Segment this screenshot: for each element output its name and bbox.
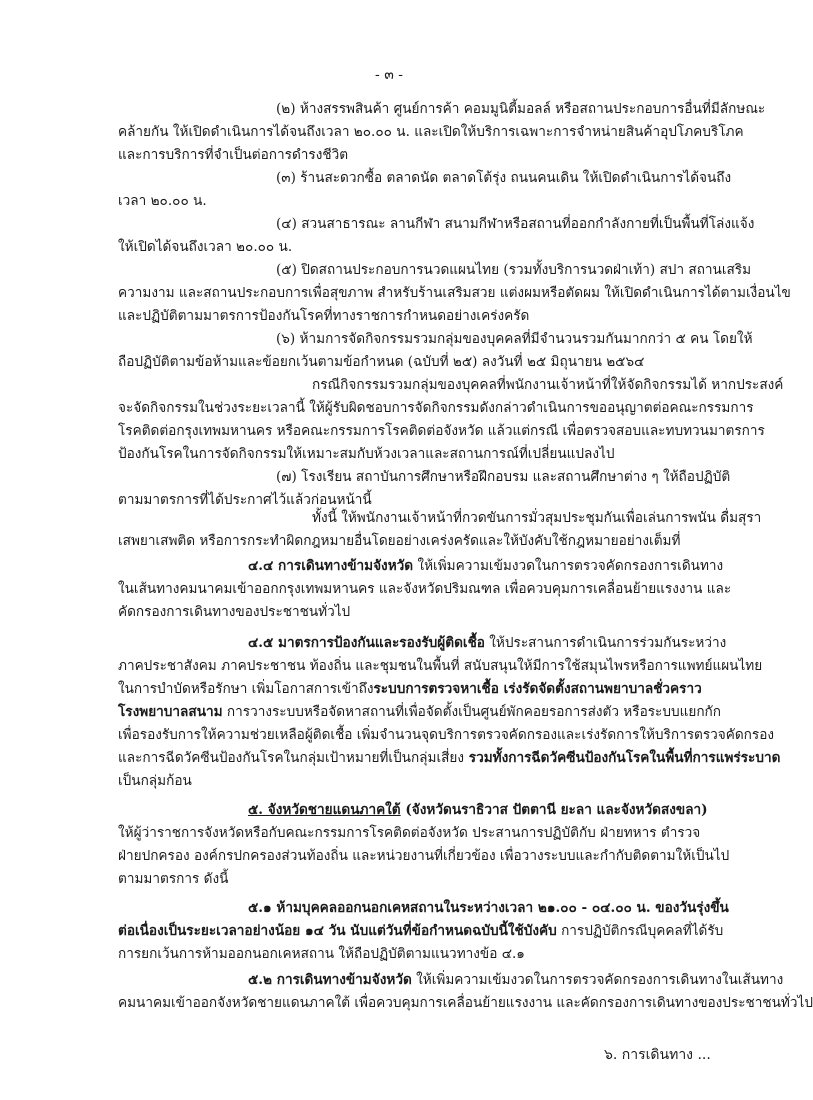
item-7-para-line-1: ทั้งนี้ ให้พนักงานเจ้าหน้าที่กวดขันการมั่วสุมประชุมกันเพื่อเล่นการพนัน ดื่มสุรา — [312, 510, 762, 526]
section-5-line-4: ตามมาตรการ ดังนี้ — [118, 871, 229, 887]
section-5-line-2: ให้ผู้ว่าราชการจังหวัดหรือกับคณะกรรมการโรคติดต่อจังหวัด ประสานการปฏิบัติกับ ฝ่ายทหาร ตำรวจ — [118, 825, 701, 841]
section-5-1-line-1: ๕.๑ ห้ามบุคคลออกนอกเคหสถานในระหว่างเวลา ๒๑.๐๐ - ๐๔.๐๐ น. ของวันรุ่งขึ้น — [248, 900, 729, 916]
section-4-5-line-4: โรงพยาบาลสนาม การวางระบบหรือจัดหาสถานที่เพื่อจัดตั้งเป็นศูนย์พักคอยรอการส่งตัว หรือระบบแยกกัก — [118, 704, 722, 720]
item-7-line-2: ตามมาตรการที่ได้ประกาศไว้แล้วก่อนหน้านี้ — [118, 492, 372, 508]
item-7-para-line-2: เสพยาเสพติด หรือการกระทำผิดกฎหมายอื่นโดยอย่างเคร่งครัดและให้บังคับใช้กฎหมายอย่างเต็มที่ — [118, 533, 681, 549]
item-4-line-1: (๔) สวนสาธารณะ ลานกีฬา สนามกีฬาหรือสถานที่ออกกำลังกายที่เป็นพื้นที่โล่งแจ้ง — [276, 216, 755, 232]
item-6-para-line-3: โรคติดต่อกรุงเทพมหานคร หรือคณะกรรมการโรคติดต่อจังหวัด แล้วแต่กรณี เพื่อตรวจสอบและทบทวนมาตรการ — [118, 423, 765, 439]
item-6-line-1: (๖) ห้ามการจัดกิจกรรมรวมกลุ่มของบุคคลที่มีจำนวนรวมกันมากกว่า ๕ คน โดยให้ — [276, 331, 753, 347]
item-6-line-2: ถือปฏิบัติตามข้อห้ามและข้อยกเว้นตามข้อกำหนด (ฉบับที่ ๒๕) ลงวันที่ ๒๕ มิถุนายน ๒๕๖๔ — [118, 354, 645, 370]
item-7-line-1: (๗) โรงเรียน สถาบันการศึกษาหรือฝึกอบรม และสถานศึกษาต่าง ๆ ให้ถือปฏิบัติ — [276, 469, 731, 485]
item-6-para-line-2: จะจัดกิจกรรมในช่วงระยะเวลานี้ ให้ผู้รับผิดชอบการจัดกิจกรรมดังกล่าวดำเนินการขออนุญาตต่อคณะกรรมการ — [118, 400, 754, 416]
section-4-5-line-7: เป็นกลุ่มก้อน — [118, 773, 192, 789]
item-2-line-3: และการบริการที่จำเป็นต่อการดำรงชีวิต — [118, 147, 349, 163]
item-5-line-2: ความงาม และสถานประกอบการเพื่อสุขภาพ สำหรับร้านเสริมสวย แต่งผมหรือตัดผม ให้เปิดดำเนินการได้ตามเงื่อนไข — [118, 285, 791, 301]
item-5-line-1: (๕) ปิดสถานประกอบการนวดแผนไทย (รวมทั้งบริการนวดฝ่าเท้า) สปา สถานเสริม — [276, 262, 752, 278]
footer-continuation: ๖. การเดินทาง ... — [604, 1047, 711, 1063]
section-5-1-line-3: การยกเว้นการห้ามออกนอกเคหสถาน ให้ถือปฏิบัติตามแนวทางข้อ ๔.๑ — [118, 946, 525, 962]
section-4-5-line-3: ในการบำบัดหรือรักษา เพิ่มโอกาสการเข้าถึงระบบการตรวจหาเชื้อ เร่งรัดจัดตั้งสถานพยาบาลชั่วคราว — [118, 681, 702, 697]
item-6-para-line-4: ป้องกันโรคในการจัดกิจกรรมให้เหมาะสมกับห้วงเวลาและสถานการณ์ที่เปลี่ยนแปลงไป — [118, 446, 615, 462]
section-5-1-line-2: ต่อเนื่องเป็นระยะเวลาอย่างน้อย ๑๔ วัน นับแต่วันที่ข้อกำหนดฉบับนี้ใช้บังคับ การปฏิบัติกรณีบุคคลที่ได้รับ — [118, 923, 724, 939]
section-5-2-line-2: คมนาคมเข้าออกจังหวัดชายแดนภาคใต้ เพื่อควบคุมการเคลื่อนย้ายแรงงาน และคัดกรองการเดินทางของประชาชนทั่วไป — [118, 995, 813, 1011]
section-5-2-line-1: ๕.๒ การเดินทางข้ามจังหวัด ให้เพิ่มความเข้มงวดในการตรวจคัดกรองการเดินทางในเส้นทาง — [248, 972, 784, 988]
section-4-4-line-3: คัดกรองการเดินทางของประชาชนทั่วไป — [118, 604, 351, 620]
section-5-2-heading: ๕.๒ การเดินทางข้ามจังหวัด — [248, 972, 412, 988]
item-3-line-1: (๓) ร้านสะดวกซื้อ ตลาดนัด ตลาดโต้รุ่ง ถนนคนเดิน ให้เปิดดำเนินการได้จนถึง — [276, 170, 732, 186]
section-5-line-1: ๕. จังหวัดชายแดนภาคใต้ (จังหวัดนราธิวาส ปัตตานี ยะลา และจังหวัดสงขลา) — [248, 802, 708, 818]
item-3-line-2: เวลา ๒๐.๐๐ น. — [118, 193, 207, 209]
item-2-line-2: คล้ายกัน ให้เปิดดำเนินการได้จนถึงเวลา ๒๐.๐๐ น. และเปิดให้บริการเฉพาะการจำหน่ายสินค้าอุปโภคบริโภค — [118, 124, 744, 140]
section-4-5-line-5: เพื่อรองรับการให้ความช่วยเหลือผู้ติดเชื้อ เพิ่มจำนวนจุดบริการตรวจคัดกรองและเร่งรัดการให้บริการตรวจคัดกรอง — [118, 727, 774, 743]
section-4-5-line-2: ภาคประชาสังคม ภาคประชาชน ท้องถิ่น และชุมชนในพื้นที่ สนับสนุนให้มีการใช้สมุนไพรหรือการแพทย์แผนไทย — [118, 658, 763, 674]
page-number: - ๓ - — [375, 67, 403, 83]
item-4-line-2: ให้เปิดได้จนถึงเวลา ๒๐.๐๐ น. — [118, 239, 293, 255]
section-4-5-line-1: ๔.๕ มาตรการป้องกันและรองรับผู้ติดเชื้อ ให้ประสานการดำเนินการร่วมกันระหว่าง — [248, 635, 727, 651]
section-4-5-line-6: และการฉีดวัคซีนป้องกันโรคในกลุ่มเป้าหมายที่เป็นกลุ่มเสี่ยง รวมทั้งการฉีดวัคซีนป้องกันโรคในพื้นที่การแพร่ระบาด — [118, 750, 781, 766]
section-4-4-line-1: ๔.๔ การเดินทางข้ามจังหวัด ให้เพิ่มความเข้มงวดในการตรวจคัดกรองการเดินทาง — [248, 558, 724, 574]
item-5-line-3: และปฏิบัติตามมาตรการป้องกันโรคที่ทางราชการกำหนดอย่างเคร่งครัด — [118, 308, 530, 324]
section-4-4-heading: ๔.๔ การเดินทางข้ามจังหวัด — [248, 558, 414, 574]
item-6-para-line-1: กรณีกิจกรรมรวมกลุ่มของบุคคลที่พนักงานเจ้าหน้าที่ให้จัดกิจกรรมได้ หากประสงค์ — [312, 377, 784, 393]
section-4-4-line-2: ในเส้นทางคมนาคมเข้าออกกรุงเทพมหานคร และจังหวัดปริมณฑล เพื่อควบคุมการเคลื่อนย้ายแรงงาน และ — [118, 581, 732, 597]
section-5-line-3: ฝ่ายปกครอง องค์กรปกครองส่วนท้องถิ่น และหน่วยงานที่เกี่ยวข้อง เพื่อวางระบบและกำกับติดตามให้เป็นไป — [118, 848, 730, 864]
section-5-heading: ๕. จังหวัดชายแดนภาคใต้ — [248, 802, 401, 818]
section-4-5-heading: ๔.๕ มาตรการป้องกันและรองรับผู้ติดเชื้อ — [248, 635, 485, 651]
item-2-line-1: (๒) ห้างสรรพสินค้า ศูนย์การค้า คอมมูนิตี้มอลล์ หรือสถานประกอบการอื่นที่มีลักษณะ — [276, 101, 766, 117]
